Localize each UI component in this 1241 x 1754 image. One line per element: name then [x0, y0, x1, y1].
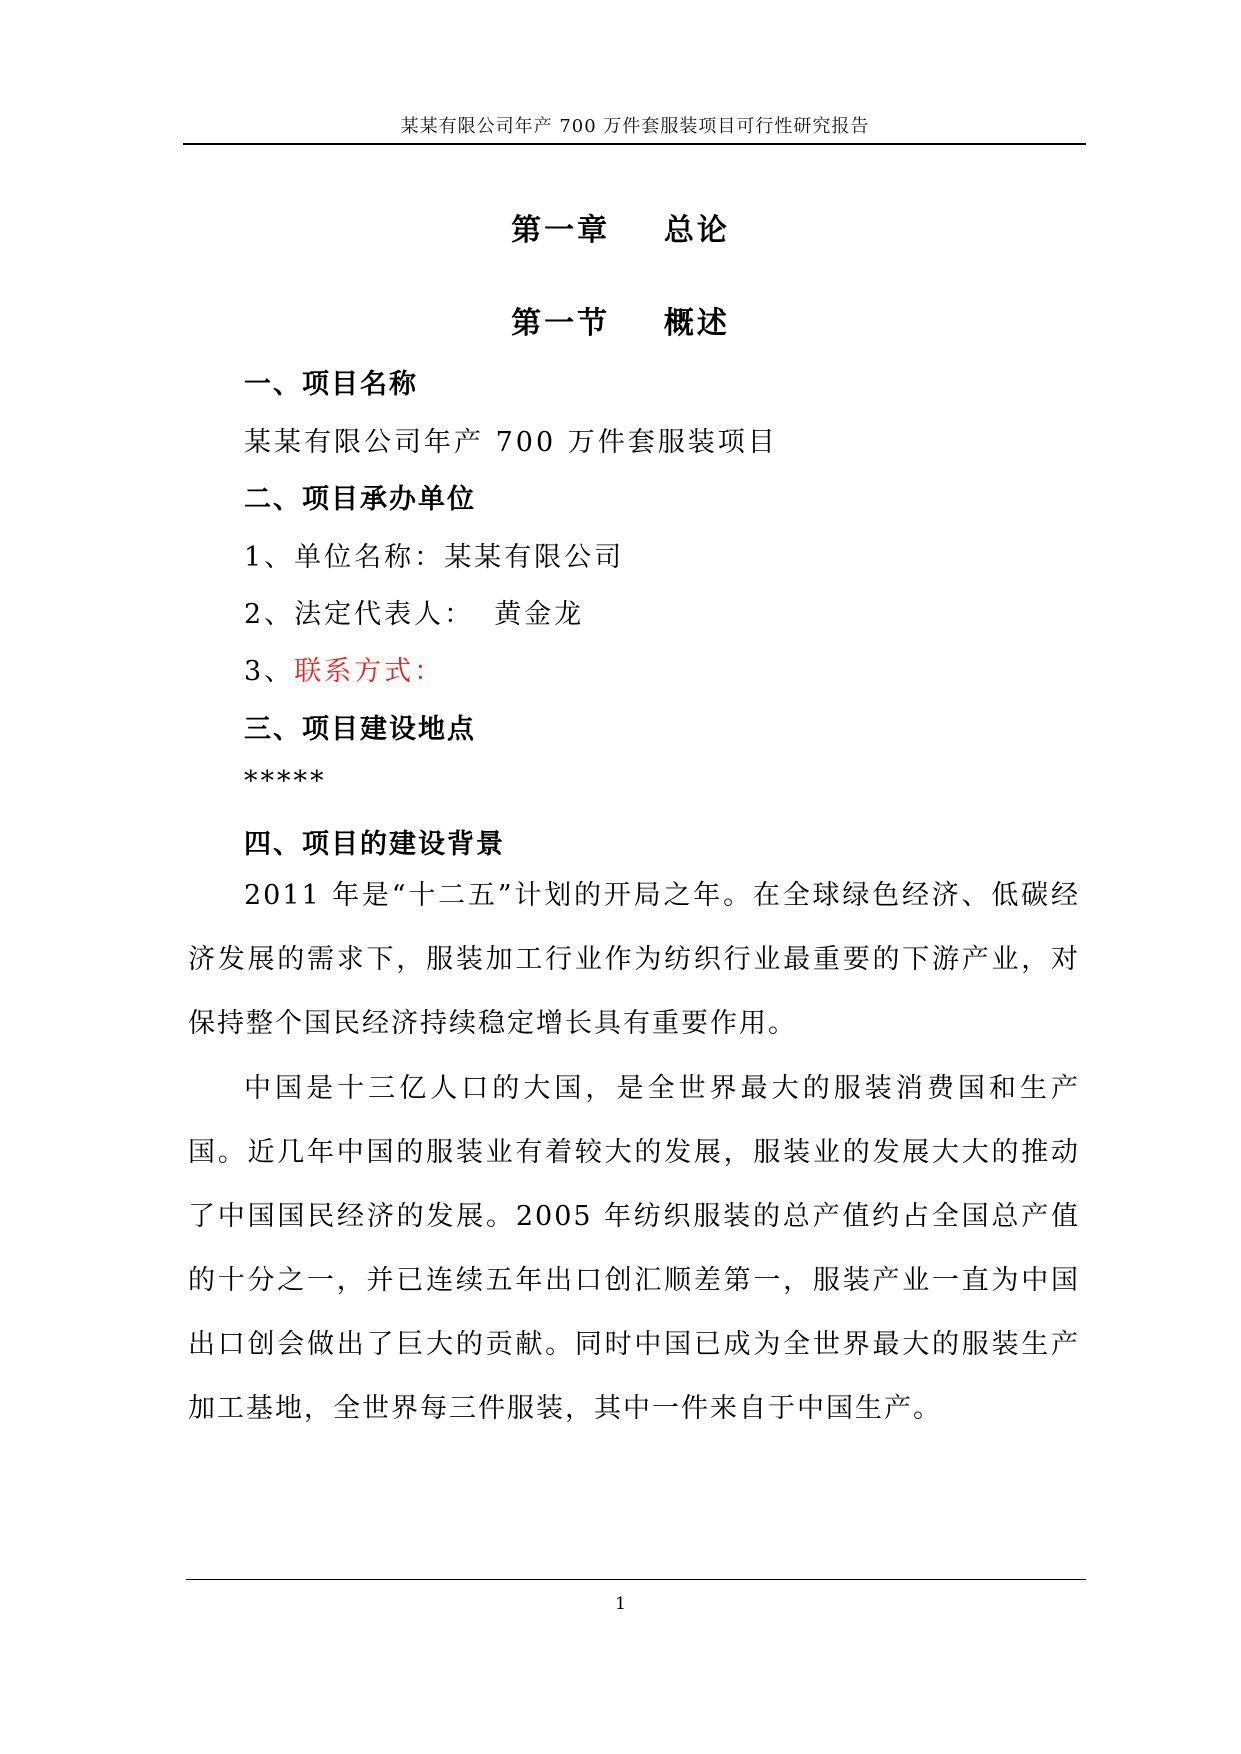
- heading-sponsor-unit: 二、项目承办单位: [244, 484, 476, 515]
- legal-representative-line: [244, 592, 584, 631]
- project-name-text: 某某有限公司年产 700 万件套服装项目: [244, 427, 778, 458]
- unit-name-value: 某某有限公司: [444, 542, 625, 573]
- contact-label: 联系方式：: [294, 656, 445, 687]
- construction-site-text: *****: [244, 766, 327, 797]
- section-title: 第一节 概述: [511, 306, 730, 341]
- heading-construction-site: 三、项目建设地点: [244, 714, 476, 745]
- background-paragraph-1: 2011 年是“十二五”计划的开局之年。在全球绿色经济、低碳经济发展的需求下，服装加工行业作为纺织行业最重要的下游产业，对保持整个国民经济持续稳定增长具有重要作用。: [188, 880, 1080, 1039]
- background-paragraph-2: 中国是十三亿人口的大国，是全世界最大的服装消费国和生产国。近几年中国的服装业有着较大的发展，服装业的发展大大的推动了中国国民经济的发展。2005 年纺织服装的总产值约占全国总产值的十分之一，并已连续五年出口创汇顺差第一，服装产业一直为中国出口创会做出了巨大的贡献。同时中国已成为全世界最大的服装生产加工基地，全世界每三件服装，其中一件来自于中国生产。: [188, 1073, 1080, 1424]
- chapter-title: 第一章 总论: [511, 213, 730, 248]
- footer-divider: [186, 1579, 1086, 1580]
- legal-rep-label: 2、法定代表人：: [244, 599, 475, 630]
- header-divider: [183, 143, 1086, 145]
- page-number: 1: [615, 1594, 626, 1614]
- legal-rep-value: 黄金龙: [494, 599, 585, 630]
- contact-prefix: 3、: [244, 656, 295, 687]
- contact-line: [244, 649, 444, 688]
- running-header: 某某有限公司年产 700 万件套服装项目可行性研究报告: [400, 116, 870, 137]
- heading-construction-background: 四、项目的建设背景: [244, 829, 505, 860]
- unit-name-label: 1、单位名称：: [244, 542, 445, 573]
- unit-name-line: [244, 535, 624, 574]
- heading-project-name: 一、项目名称: [244, 369, 418, 400]
